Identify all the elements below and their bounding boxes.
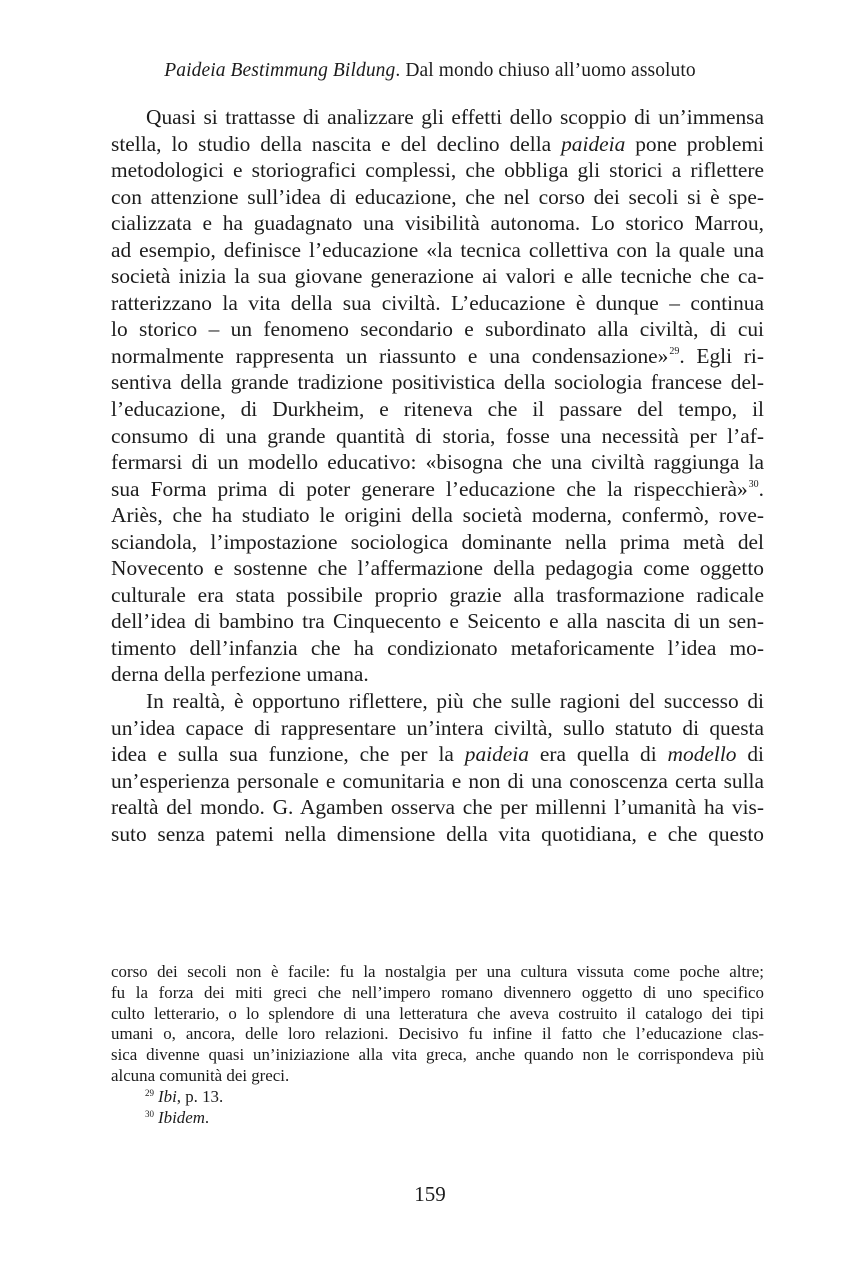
text-line: suto senza patemi nella dimensione della vita quotidiana, e che questo [111, 821, 764, 846]
footnote-citation: Ibi [158, 1086, 177, 1106]
emphasis: paideia [561, 131, 626, 156]
text-line [111, 741, 764, 768]
text-line [111, 131, 764, 158]
text-run: . Egli ri- [679, 343, 764, 368]
footnote-30 [111, 1108, 764, 1129]
text-line: lo storico – un fenomeno secondario e subordinato alla civiltà, di cui [111, 317, 764, 342]
footnote-line: umani o, ancora, delle loro relazioni. Decisivo fu infine il fatto che l’educazione clas- [111, 1024, 764, 1044]
text-line: fermarsi di un modello educativo: «bisogna che una civiltà raggiunga la [111, 450, 764, 475]
text-line: società inizia la sua giovane generazione ai valori e alle tecniche che ca- [111, 264, 764, 289]
footnotes [111, 962, 764, 1128]
footnote-line: corso dei secoli non è facile: fu la nostalgia per una cultura vissuta come poche altre; [111, 962, 764, 981]
text-line: cializzata e ha guadagnato una visibilità autonoma. Lo storico Marrou, [111, 211, 764, 236]
text-line: Ariès, che ha studiato le origini della società moderna, confermò, rove- [111, 503, 764, 528]
footnote-continuation [111, 962, 764, 1087]
text-line [111, 476, 764, 503]
footnote-reference-30[interactable]: 30 [748, 478, 759, 490]
emphasis: modello [667, 742, 737, 767]
text-line: dell’idea di bambino tra Cinquecento e Seicento e alla nascita di un sen- [111, 609, 764, 634]
footnote-line: fu la forza dei miti greci che nell’impero romano divennero oggetto di uno specifico [111, 982, 764, 1002]
text-line: In realtà, è opportuno riflettere, più che sulle ragioni del successo di [146, 689, 764, 714]
text-line: Quasi si trattasse di analizzare gli effetti dello scoppio di un’immensa [146, 105, 764, 129]
text-line: Novecento e sostenne che l’affermazione della pedagogia come oggetto [111, 556, 764, 581]
body-text [111, 104, 764, 847]
text-run: normalmente rappresenta un riassunto e una condensazione» [111, 343, 669, 368]
running-head-title-italic: Paideia Bestimmung Bildung [164, 60, 396, 81]
footnote-line: alcuna comunità dei greci. [111, 1065, 290, 1085]
text-line: ad esempio, definisce l’educazione «la tecnica collettiva con la quale una [111, 237, 764, 262]
footnote-line: culto letterario, o lo splendore di una letteratura che aveva costruito il catalogo dei tipi [111, 1003, 764, 1023]
text-line: derna della perfezione umana. [111, 662, 369, 687]
text-line: ratterizzano la vita della sua civiltà. L’educazione è dunque – continua [111, 290, 764, 315]
paragraph-1 [111, 104, 764, 688]
footnote-number: 29 [145, 1087, 154, 1098]
text-line: un’idea capace di rappresentare un’intera civiltà, sullo statuto di questa [111, 715, 764, 740]
text-line: sentiva della grande tradizione positivistica della sociologia francese del- [111, 370, 764, 395]
text-run: era quella di [528, 742, 668, 767]
text-line: sciandola, l’impostazione sociologica dominante nella prima metà del [111, 529, 764, 554]
text-line: un’esperienza personale e comunitaria e non di una conoscenza certa sulla [111, 768, 764, 793]
footnote-citation-rest: , p. 13. [176, 1086, 224, 1106]
footnote-29 [111, 1087, 764, 1108]
text-line: culturale era stata possibile proprio grazie alla trasformazione radicale [111, 582, 764, 607]
text-run: idea e sulla sua funzione, che per la [111, 742, 465, 767]
emphasis: paideia [464, 742, 529, 767]
text-line: timento dell’infanzia che ha condizionato metaforicamente l’idea mo- [111, 635, 764, 660]
text-line: con attenzione sull’idea di educazione, che nel corso dei secoli si è spe- [111, 184, 764, 209]
footnote-line: sica divenne quasi un’iniziazione alla vita greca, anche quando non le corrispondeva più [111, 1045, 764, 1065]
footnote-reference-29[interactable]: 29 [669, 345, 680, 357]
text-run: di [736, 742, 764, 767]
text-line: metodologici e storiografici complessi, che obbliga gli storici a riflettere [111, 158, 764, 183]
text-line: realtà del mondo. G. Agamben osserva che per millenni l’umanità ha vis- [111, 795, 764, 820]
footnote-citation-rest: . [204, 1107, 210, 1127]
paragraph-2 [111, 688, 764, 847]
text-run: . [758, 476, 764, 501]
text-run: sua Forma prima di poter generare l’educazione che la rispecchierà» [111, 476, 748, 501]
footnote-number: 30 [145, 1108, 154, 1119]
running-head [0, 58, 860, 84]
running-head-title-roman: . Dal mondo chiuso all’uomo assoluto [395, 60, 696, 81]
text-line: consumo di una grande quantità di storia, fosse una necessità per l’af- [111, 423, 764, 448]
footnote-citation: Ibidem [158, 1107, 205, 1127]
text-run: stella, lo studio della nascita e del declino della [111, 131, 562, 156]
text-line: l’educazione, di Durkheim, e riteneva che il passare del tempo, il [111, 397, 764, 422]
text-run: pone problemi [625, 131, 764, 156]
page-number: 159 [414, 1182, 446, 1206]
text-line [111, 343, 764, 370]
